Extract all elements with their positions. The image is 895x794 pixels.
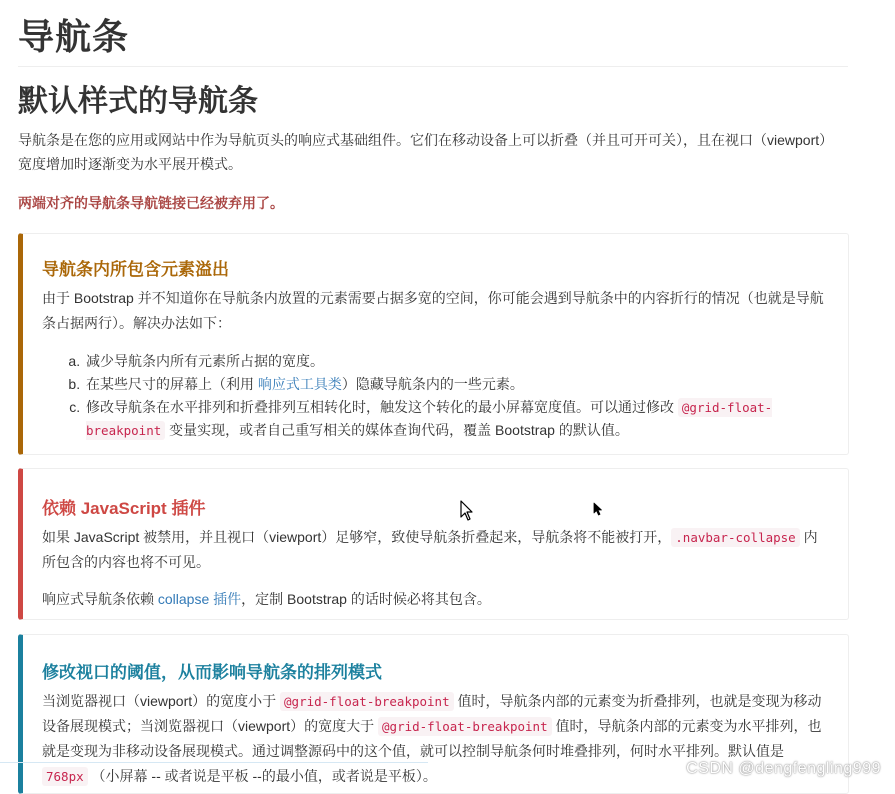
title-divider: [18, 66, 848, 67]
list-item: c. 修改导航条在水平排列和折叠排列互相转化时，触发这个转化的最小屏幕宽度值。可以通过修改 @grid-float-breakpoint 变量实现，或者自己重写相关的媒体查询代码，覆盖 Bootstrap 的默认值。: [84, 396, 828, 442]
callout-overflow-body: 由于 Bootstrap 并不知道你在导航条内放置的元素需要占据多宽的空间，你可能会遇到导航条中的内容折行的情况（也就是导航条占据两行）。解决办法如下：: [42, 290, 824, 331]
list-item: b. 在某些尺寸的屏幕上（利用 响应式工具类）隐藏导航条内的一些元素。: [84, 373, 828, 396]
code-grid-float-breakpoint: @grid-float-breakpoint: [378, 717, 552, 736]
deprecation-notice: 两端对齐的导航条导航链接已经被弃用了。: [18, 195, 284, 211]
section-title: 默认样式的导航条: [18, 85, 258, 118]
responsive-utilities-link[interactable]: 响应式工具类: [257, 376, 342, 392]
code-768px: 768px: [42, 767, 88, 786]
list-item: a. 减少导航条内所有元素所占据的宽度。: [84, 350, 828, 373]
csdn-watermark: CSDN @dengfengling999: [686, 760, 881, 777]
overflow-solutions-list: [42, 350, 828, 442]
callout-overflow-title: 导航条内所包含元素溢出: [42, 260, 229, 279]
code-grid-float-breakpoint: @grid-float-breakpoint: [86, 400, 773, 438]
selection-hint-line: [0, 762, 428, 763]
page-title: 导航条: [18, 16, 130, 57]
callout-breakpoint-body: 当浏览器视口（viewport）的宽度小于 @grid-float-breakpoint 值时，导航条内部的元素变为折叠排列，也就是变现为移动设备展现模式；当浏览器视口（viewport）的宽度大于 @grid-float-breakpoint 值时，导航条内部的元素变为水平排列，也就是变现为非移动设备展现模式。通过调整源码中的这个值，就可以控制导航条何时堆叠排列，何时水平排列。默认值是 768px （小屏幕 -- 或者说是平板 --的最小值，或者说是平板）。: [42, 693, 822, 784]
callout-javascript: [18, 468, 849, 620]
callout-overflow: [18, 233, 849, 455]
code-navbar-collapse: .navbar-collapse: [671, 528, 799, 547]
code-grid-float-breakpoint: @grid-float-breakpoint: [280, 692, 454, 711]
collapse-plugin-link[interactable]: collapse 插件: [157, 591, 242, 607]
callout-javascript-p1: 如果 JavaScript 被禁用，并且视口（viewport）足够窄，致使导航条折叠起来，导航条将不能被打开， .navbar-collapse 内所包含的内容也将不可见。: [42, 529, 818, 570]
intro-paragraph: 导航条是在您的应用或网站中作为导航页头的响应式基础组件。它们在移动设备上可以折叠（并且可开可关），且在视口（viewport）宽度增加时逐渐变为水平展开模式。: [18, 132, 834, 172]
callout-javascript-title: 依赖 JavaScript 插件: [42, 499, 206, 518]
callout-javascript-p2: 响应式导航条依赖 collapse 插件，定制 Bootstrap 的话时候必将其包含。: [42, 591, 491, 607]
callout-breakpoint-title: 修改视口的阈值，从而影响导航条的排列模式: [42, 663, 382, 682]
